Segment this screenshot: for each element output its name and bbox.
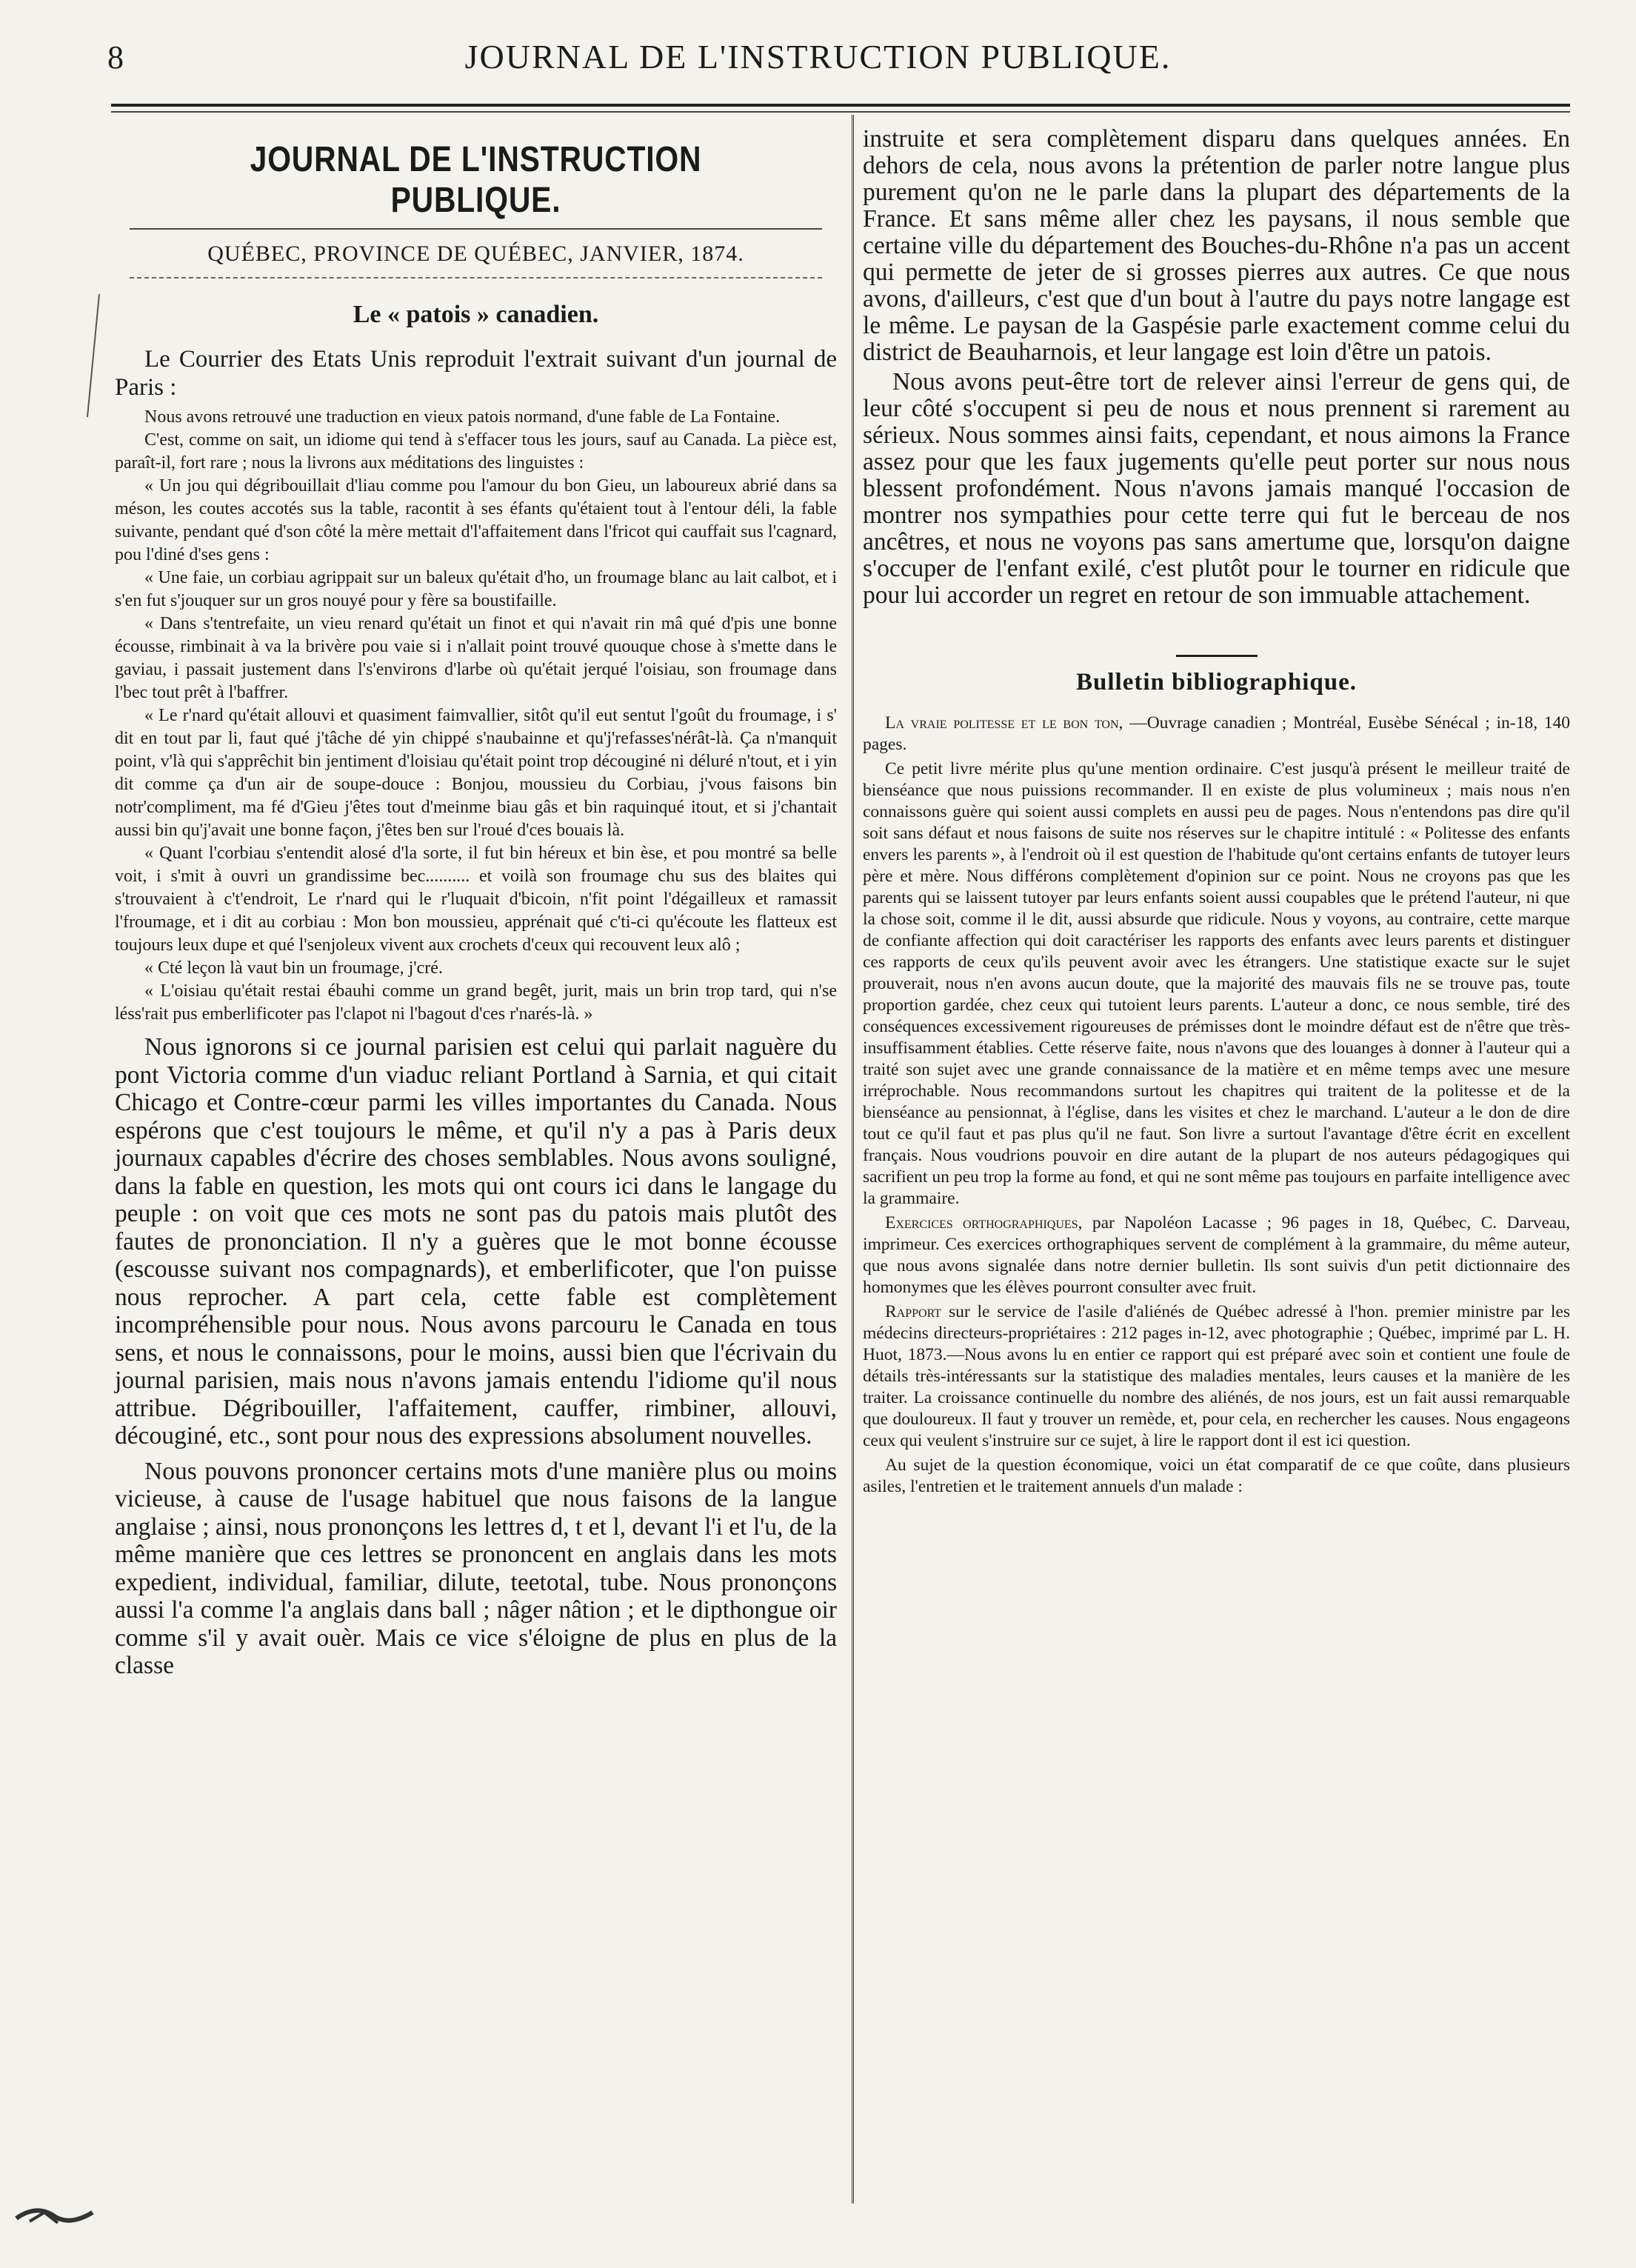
- body-paragraph: instruite et sera complètement disparu dans quelques années. En dehors de cela, nous avons la prétention de parler notre langue plus purement qu'on ne le parle dans la plupart des départements de la France. Et sans même aller chez les paysans, il nous semble que certaine ville du département des Bouches-du-Rhône n'a pas un accent qui permette de jeter de si grosses pierres aux autres. Ce que nous avons, d'ailleurs, c'est que d'un bout à l'autre du pays notre langage est le même. Le paysan de la Gaspésie parle exactement comme celui du district de Beauharnois, et leur langage est loin d'être un patois.: [863, 125, 1570, 366]
- running-title: JOURNAL DE L'INSTRUCTION PUBLIQUE.: [464, 38, 1172, 76]
- right-column: [863, 126, 1570, 2200]
- body-paragraph: Nous avons peut-être tort de relever ainsi l'erreur de gens qui, de leur côté s'occupent si peu de nous et nous prennent si rarement au sérieux. Nous sommes ainsi faits, cependant, et nous aimons la France assez pour que les faux jugements qu'elle peut porter sur nous nous blessent profondément. Nous n'avons jamais manqué l'occasion de montrer nos sympathies pour cette terre qui fut le berceau de nos ancêtres, et nous ne voyons pas sans amertume que, lorsqu'on daigne s'occuper de l'enfant exilé, c'est plutôt pour le tourner en ridicule que pour lui accorder un regret en retour de son immuable attachement.: [863, 368, 1570, 609]
- entry-text: Au sujet de la question économique, voici un état comparatif de ce que coûte, dans plusieurs asiles, l'entretien et le traitement annuels d'un malade :: [863, 1455, 1570, 1496]
- running-head: [0, 30, 1636, 89]
- entry-heading: Exercices orthographiques,: [885, 1213, 1083, 1233]
- body-paragraph: Nous ignorons si ce journal parisien est celui qui parlait naguère du pont Victoria comme d'un viaduc reliant Portland à Sarnia, et qui citait Chicago et Contre-cœur parmi les villes importantes du Canada. Nous espérons que c'est toujours le même, et qu'il n'y a pas à Paris deux journaux capables d'écrire des choses semblables. Nous avons souligné, dans la fable en question, les mots qui ont cours ici dans le langage du peuple : on voit que ces mots ne sont pas du patois mais plutôt des fautes de prononciation. Il n'y a guères que le mot bonne écousse (escousse suivant nos compagnards), et emberlificoter, que l'on puisse nous reprocher. A part cela, cette fable est complètement incompréhensible pour nous. Nous avons parcouru le Canada en tous sens, et nous le connaissons, pour le moins, aussi bien que l'écrivain du journal parisien, mais nous n'avons jamais entendu l'idiome qu'il nous attribue. Dégribouiller, l'affaitement, cauffer, rimbiner, allouvi, découginé, etc., sont pour nous des expressions absolument nouvelles.: [115, 1033, 837, 1450]
- entry-heading: La vraie politesse et le bon ton,: [885, 713, 1124, 733]
- quoted-paragraph: « Quant l'corbiau s'entendit alosé d'la sorte, il fut bin héreux et bin èse, et pou montré sa belle voit, i s'mit à ouvri un grandissime bec.......... et voilà son froumage chu sus des blaites qui s'trouvaient à c't'endroit, Le r'nard qui le r'luquait d'bicoin, n'fit point l'dégailleux et ramassit l'froumage, et i dit au corbiau : Mon bon moussieu, apprénait qué c'ti-ci qu'écoute les flatteux est toujours leux dupe et qué l'senjoleux vivent aux crochets d'ceux qui recouvent leux alô ;: [115, 844, 837, 955]
- quoted-paragraph: « L'oisiau qu'était restai ébauhi comme un grand begêt, jurit, mais un brin trop tard, qui n'se léss'rait pus emberlificoter pas l'clapot ni l'bagout d'ces r'narés-là. »: [115, 981, 837, 1024]
- bulletin-entry: [863, 1213, 1570, 1298]
- section-rule: [1176, 655, 1258, 657]
- quoted-fable: [115, 406, 837, 1026]
- masthead: JOURNAL DE L'INSTRUCTION PUBLIQUE.: [250, 140, 702, 220]
- article-title: Le « patois » canadien.: [353, 301, 599, 328]
- article-lead: Le Courrier des Etats Unis reproduit l'extrait suivant d'un journal de Paris :: [115, 346, 837, 401]
- bulletin-entry: [863, 758, 1570, 1210]
- body-paragraph: Nous pouvons prononcer certains mots d'une manière plus ou moins vicieuse, à cause de l'usage habituel que nous faisons de la langue anglaise ; ainsi, nous prononçons les lettres d, t et l, devant l'i et l'u, de la même manière que ces lettres se prononcent en anglais dans les mots expedient, individual, familiar, dilute, teetotal, tube. Nous prononçons aussi l'a comme l'a anglais dans ball ; nâger nâtion ; et le dipthongue oir comme s'il y avait ouèr. Mais ce vice s'éloigne de plus en plus de la classe: [115, 1457, 837, 1679]
- quoted-paragraph: « Dans s'tentrefaite, un vieu renard qu'était un finot et qui n'avait rin mâ qué d'pis une bonne écousse, rimbinait à va la brivère pou vaie si i n'allait point trouvé quouque chose à s'mette dans le gaviau, i passait justement dans l's'environs d'larbe où qu'était jerqué l'oisiau, son froumage dans l'bec tout prêt à l'baffrer.: [115, 614, 837, 702]
- article-body: [115, 1033, 837, 1680]
- left-column: [115, 126, 837, 2200]
- quoted-paragraph: Nous avons retrouvé une traduction en vieux patois normand, d'une fable de La Fontaine.: [144, 407, 781, 427]
- entry-text: sur le service de l'asile d'aliénés de Québec adressé à l'hon. premier ministre par les médecins directeurs-propriétaires : 212 pages in-12, avec photographie ; Québec, imprimé par L. H. Huot, 1873.—Nous avons lu en entier ce rapport qui est préparé avec soin et contient une foule de détails très-intéressants sur la statistique des maladies mentales, leurs causes et la manière de les traiter. La croissance continuelle du nombre des aliénés, de nos jours, est un fait aussi remarquable que douloureux. Il faut y trouver un remède, et, pour cela, en rechercher les causes. Nous engageons ceux qui veulent s'instruire sur ce sujet, à lire le rapport dont il est ici question.: [863, 1302, 1571, 1450]
- entry-text: Ce petit livre mérite plus qu'une mention ordinaire. C'est jusqu'à présent le meilleur traité de bienséance que nous puissions recommander. Il en existe de plus volumineux ; mais nous n'en connaissons guère qui soient aussi complets en aussi peu de pages. Nous n'entendons pas dire qu'il soit sans défaut et nous faisons de suite nos réserves sur le chapitre intitulé : « Politesse des enfants envers les parents », à l'endroit où il est question de l'habitude qu'ont certains enfants de tutoyer leurs père et mère. Nous différons complètement d'opinion sur ce point. Nous ne croyons pas que les parents qui se laissent tutoyer par leurs enfants soient aussi coupables que le prétend l'auteur, ni que la chose soit, comme il le dit, aussi absurde que ridicule. Nous y voyons, au contraire, cette marque de confiante affection qui doit caractériser les rapports des enfants avec leurs parents et distinguer ces rapports de ceux qu'ils peuvent avoir avec les étrangers. Une statistique exacte sur le sujet prouverait, nous n'en avons aucun doute, que la majorité des mauvais fils ne se trouve pas, toute proportion gardée, chez ceux qui tutoient leurs parents. L'auteur a donc, ce nous semble, tiré des conséquences excessivement rigoureuses de prémisses dont le moindre défaut est de n'être que très-insuffisamment établies. Cette réserve faite, nous n'avons que des louanges à donner à l'auteur qui a traité son sujet avec une grande connaissance de la matière et en même temps avec une mesure irréprochable. Nous recommandons surtout les chapitres qui traitent de la politesse et de la bienséance au pensionnat, à l'église, dans les visites et chez le marchand. L'auteur a le don de dire tout ce qu'il faut et pas plus qu'il ne faut. Son livre a surtout l'avantage d'être écrit en excellent français. Nous voudrions pouvoir en dire autant de la plupart de nos auteurs pédagogiques qui sacrifient un peu trop la forme au fond, et qui ne sont même pas toujours en parfaite intelligence avec la grammaire.: [863, 759, 1570, 1208]
- quoted-paragraph: « Cté leçon là vaut bin un froumage, j'cré.: [144, 958, 443, 978]
- bulletin-entry: [863, 1301, 1570, 1452]
- page-number: 8: [107, 39, 124, 76]
- entry-text: par Napoléon Lacasse ; 96 pages in 18, Québec, C. Darveau, imprimeur. Ces exercices orthographiques servent de complément à la grammaire, du même auteur, que nous avons signalée dans notre dernier bulletin. Ils sont suivis d'un petit dictionnaire des homonymes que les élèves pourront consulter avec fruit.: [863, 1213, 1571, 1297]
- quoted-paragraph: « Une faie, un corbiau agrippait sur un baleux qu'était d'ho, un froumage blanc au lait calbot, et i s'en fut s'jouquer sur un gros nouyé pour y fère sa boustifaille.: [115, 568, 837, 610]
- column-divider: [852, 115, 854, 2204]
- corner-ornament-icon: [15, 2196, 96, 2233]
- quoted-paragraph: « Le r'nard qu'était allouvi et quasiment faimvallier, sitôt qu'il eut sentut l'goût du froumage, i s' dit en tout par li, faut qué j'tâche dé yin chippé s'naubainne et qu'j'refasses'nérât-là. Ça n'manquit point, v'là qui s'apprêchit bin jentiment d'loisiau qu'était point trop découginé ni déluré n'tout, et i yin dit comme ça d'un air de soupe-douce : Bonjou, moussieu du Corbiau, j'vous faisons bin notr'compliment, ma fé d'Gieu j'êtes tout d'meinme biau gâs et bin raquinqué itout, et si j'chantait aussi bin qu'j'avait une bonne façon, j'êtes ben sur l'roué d'ces bouais là.: [115, 706, 837, 840]
- bulletin-title: Bulletin bibliographique.: [1076, 669, 1357, 696]
- quoted-paragraph: « Un jou qui dégribouillait d'liau comme pou l'amour du bon Gieu, un laboureux abrié dans sa méson, les coutes accotés sus la table, racontit à ses éfants qu'étaient tout à l'entour déli, la fable suivante, pendant qué d'son côté la mère mettait d'l'affaitement dans l'fricot qui cauffait sus l'cagnard, pou l'diné d'ses gens :: [115, 476, 837, 564]
- article-continuation: [863, 126, 1570, 609]
- quoted-paragraph: C'est, comme on sait, un idiome qui tend à s'effacer tous les jours, sauf au Canada. La pièce est, paraît-il, fort rare ; nous la livrons aux méditations des linguistes :: [115, 430, 837, 473]
- entry-text: —Ouvrage canadien ; Montréal, Eusèbe Sénécal ; in-18, 140 pages.: [863, 713, 1570, 754]
- bulletin-entries: [863, 713, 1570, 1498]
- header-rule: [111, 104, 1570, 113]
- margin-pencil-mark: [83, 293, 105, 418]
- bulletin-entry: [863, 713, 1570, 756]
- dateline: QUÉBEC, PROVINCE DE QUÉBEC, JANVIER, 1874.: [130, 228, 822, 279]
- entry-heading: Rapport: [885, 1302, 942, 1321]
- bulletin-entry: [863, 1455, 1570, 1498]
